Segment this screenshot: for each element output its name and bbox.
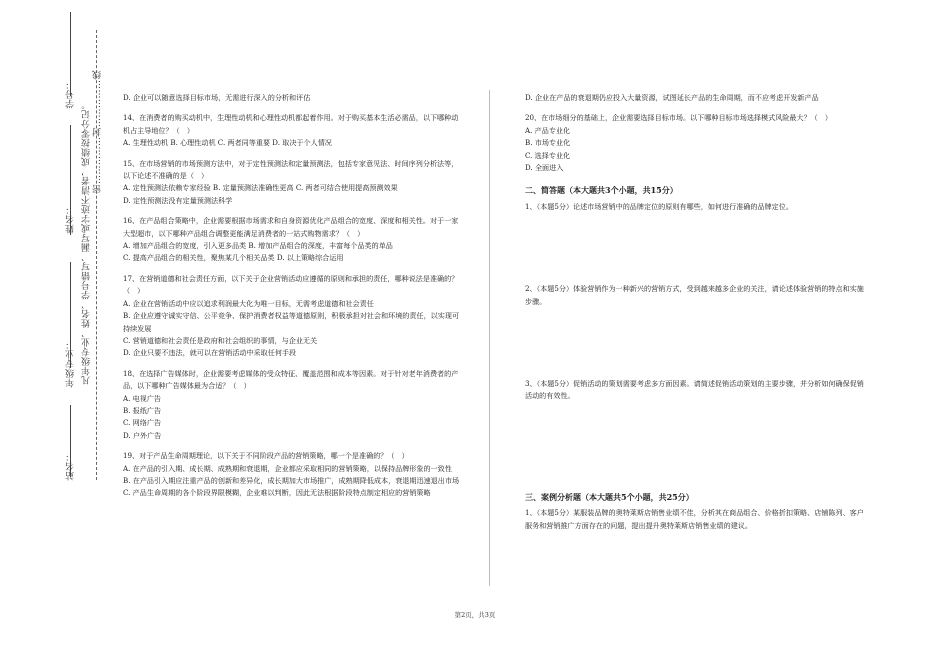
- q18-option-d: D. 户外广告: [123, 430, 162, 440]
- essay-question-2: 2、（本题5分）体验营销作为一种新兴的营销方式，受到越来越多企业的关注，请论述体验营销的特点和实施步骤。: [525, 284, 864, 306]
- question-15: [123, 158, 465, 208]
- q17-option-c: C. 营销道德和社会责任是政府和社会组织的事情，与企业无关: [123, 335, 318, 345]
- major-label: 年级专业：: [66, 340, 76, 388]
- question-16: [123, 215, 465, 265]
- q20-stem: 20、在市场细分的基础上，企业需要选择目标市场。以下哪种目标市场选择模式风险最大？（ ）: [525, 113, 832, 123]
- q18-stem: 18、在选择广告媒体时，企业需要考虑媒体的受众特征、覆盖范围和成本等因素。对于针对老年消费者的产品，以下哪种广告媒体最为合适？（ ）: [123, 368, 459, 391]
- seal-line-text: 密……………封……………线: [93, 70, 103, 194]
- q18-option-a: A. 电视广告: [123, 393, 162, 403]
- page-footer: 第2页，共3页: [454, 611, 496, 619]
- answer-space-2: [525, 308, 867, 378]
- q19-option-b: B. 在产品引入期应注重产品的创新和差异化，成长期加大市场推广，成熟期降低成本，衰退期迅速退出市场: [123, 475, 460, 485]
- q15-options-2: D. 定性预测法没有定量预测法科学: [123, 195, 233, 205]
- question-17: [123, 273, 465, 360]
- column-divider: [489, 90, 490, 586]
- question-18: [123, 368, 465, 442]
- section-3-title: 三、案例分析题（本大题共5个小题，共25分）: [525, 491, 694, 502]
- q19-stem: 19、对于产品生命周期理论，以下关于不同阶段产品的营销策略，哪一个是准确的？（ ）: [123, 451, 409, 461]
- essay-question-1: 1、（本题5分）论述市场营销中的品牌定位的原则有哪些，如何进行准确的品牌定位。: [525, 201, 793, 211]
- answer-space-1: [525, 213, 867, 283]
- q20-option-c: C. 选择专业化: [525, 150, 571, 160]
- q18-option-b: B. 报纸广告: [123, 405, 162, 415]
- q20-option-a: A. 产品专业化: [525, 125, 571, 135]
- q20-option-d: D. 全面进入: [525, 163, 564, 173]
- q17-option-a: A. 企业在营销活动中应以追求利润最大化为唯一目标，无需考虑道德和社会责任: [123, 298, 374, 308]
- q16-options-2: C. 提高产品组合的相关性，聚焦某几个相关品类 D. 以上策略综合运用: [123, 253, 344, 263]
- student-id-label: 学号：: [66, 80, 76, 109]
- q20-option-b: B. 市场专业化: [525, 138, 571, 148]
- question-20: [525, 112, 867, 174]
- name-label: 姓名：: [66, 205, 76, 234]
- q15-stem: 15、在市场营销的市场预测方法中，对于定性预测法和定量预测法，包括专家意见法、时间序列分析法等，以下论述不准确的是（ ）: [123, 158, 459, 181]
- question-19-tail: [525, 92, 867, 104]
- question-13-tail: [123, 92, 465, 104]
- q19-option-a: A. 在产品的引入期、成长期、成熟期和衰退期，企业都应采取相同的营销策略，以保持品牌形象的一致性: [123, 463, 452, 473]
- essay-question-3: 3、（本题5分）促销活动的策划需要考虑多方面因素。请简述促销活动策划的主要步骤，并分析如何确保促销活动的有效性。: [525, 379, 864, 401]
- question-14: [123, 112, 465, 149]
- section-2-title: 二、简答题（本大题共3个小题，共15分）: [525, 185, 678, 196]
- q16-options-1: A. 增加产品组合的宽度，引入更多品类 B. 增加产品组合的深度，丰富每个品类的单品: [123, 241, 393, 251]
- q14-options: A. 生理性动机 B. 心理性动机 C. 两者同等重要 D. 取决于个人情况: [123, 138, 332, 148]
- q16-stem: 16、在产品组合策略中，企业需要根据市场需求和自身资源优化产品组合的宽度、深度和相关性。对于一家大型超市，以下哪种产品组合调整更能满足消费者的一站式购物需求？（ ）: [123, 216, 459, 238]
- q19-option-d: D. 企业在产品的衰退期仍应投入大量资源，试图延长产品的生命周期，而不应考虑开发新产品: [525, 93, 819, 102]
- case-question-1: 1、（本题5分）某服装品牌的奥特莱斯店销售业绩不佳，分析其在商品组合、价格折扣策略、店铺陈列、客户服务和营销推广方面存在的问题，提出提升奥特莱斯店销售业绩的建议。: [525, 508, 864, 530]
- answer-space-3: [525, 403, 867, 481]
- q17-option-d: D. 企业只要不违法，就可以在营销活动中采取任何手段: [123, 348, 297, 358]
- q15-options-1: A. 定性预测法依赖专家经验 B. 定量预测法准确性更高 C. 两者可结合使用提高预测效果: [123, 183, 398, 193]
- seal-dashed-line: [96, 30, 97, 480]
- question-19: [123, 450, 465, 500]
- site-label: 站名：: [66, 452, 76, 481]
- left-column: [123, 92, 465, 508]
- q17-stem: 17、在营销道德和社会责任方面，以下关于企业营销活动应遵循的原则和承担的责任，哪种说法是准确的？（ ）: [123, 273, 459, 296]
- q18-option-c: C. 网络广告: [123, 418, 162, 428]
- q19-option-c: C. 产品生命周期的各个阶段界限模糊，企业难以判断，因此无法根据阶段特点制定相应的营销策略: [123, 488, 431, 498]
- filling-warning: 凡年级专业、姓名、学号错写、漏写或字迹不清者，成绩按零分记。: [82, 100, 92, 385]
- right-column: [525, 92, 867, 532]
- q17-option-b: B. 企业应遵守诚实守信、公平竞争、保护消费者权益等道德原则，积极承担对社会和环境的责任，以实现可持续发展: [123, 311, 460, 333]
- q14-stem: 14、在消费者的购买动机中，生理性动机和心理性动机都起着作用。对于购买基本生活必需品，以下哪种动机占主导地位？（ ）: [123, 113, 459, 135]
- q13-option-d: D. 企业可以随意选择目标市场，无需进行深入的分析和评估: [123, 93, 311, 102]
